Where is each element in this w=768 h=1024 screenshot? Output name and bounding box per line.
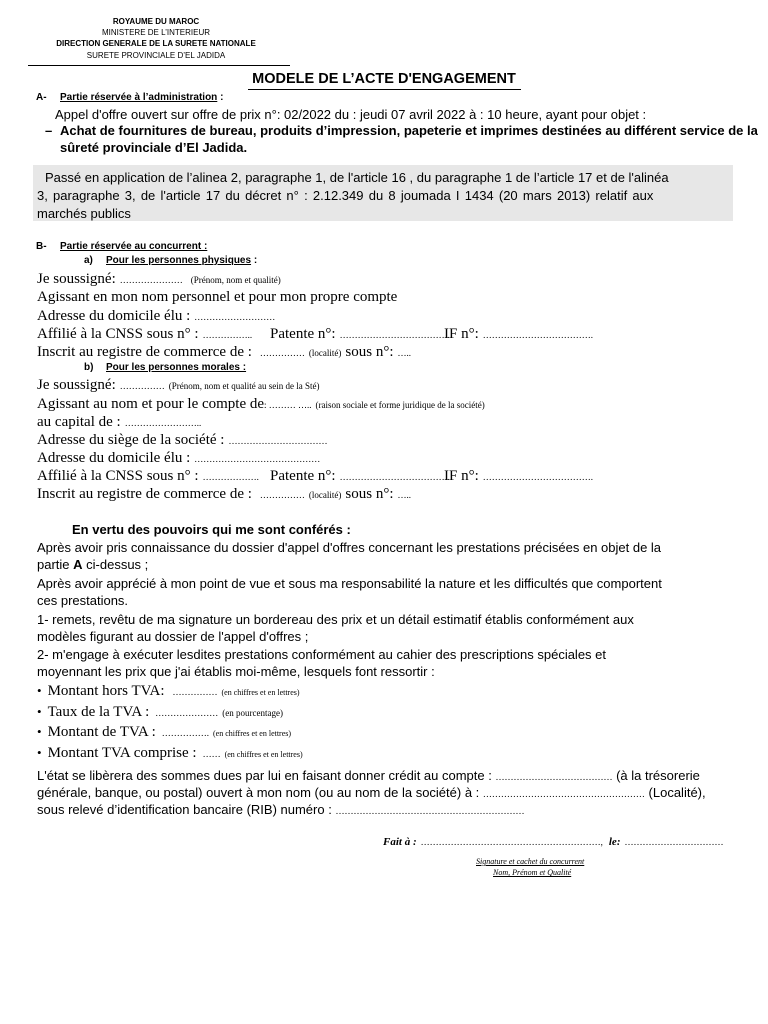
title-underline <box>248 89 521 90</box>
engagement-p3-line1: 1- remets, revêtu de ma signature un bordereau des prix et un détail estimatif établis conformément aux <box>37 612 634 627</box>
header-ministry: MINISTERE DE L’INTERIEUR <box>101 28 210 37</box>
engagement-p1-line2: partie A ci-dessus ; <box>37 557 149 572</box>
section-a-appel: Appel d'offre ouvert sur offre de prix n°: 02/2022 du : jeudi 07 avril 2022 à : 10 heure, ayant pour objet : <box>55 107 647 122</box>
engagement-p1-line1: Après avoir pris connaissance du dossier d'appel d'offres concernant les prestations précisées en objet de la <box>37 540 662 555</box>
physiques-cnss-row: Affilié à la CNSS sous n° : …………….. <box>37 326 253 342</box>
morales-agissant-row: Agissant au nom et pour le compte de: ……… ….. (raison sociale et forme juridique de la société) <box>37 396 485 412</box>
bank-line1: L'état se libèrera des sommes dues par lui en faisant donner crédit au compte : ………………………………… (à la trésorerie <box>37 768 700 783</box>
morales-cnss-row: Affilié à la CNSS sous n° : ………………. <box>37 468 259 484</box>
morales-heading: Pour les personnes morales : <box>106 362 247 373</box>
application-line1: Passé en application de l’alinea 2, paragraphe 1, de l'article 16 , du paragraphe 1 de l’article 17 et de l'alinéa <box>45 170 669 185</box>
physiques-adresse-row: Adresse du domicile élu : ……………………… <box>37 308 276 324</box>
fait-row: Fait à : ……………………………………………………, le: …………………………… <box>383 836 724 848</box>
physiques-marker: a) <box>84 255 93 266</box>
bank-line2: générale, banque, ou postal) ouvert à mon nom (ou au nom de la société) à : ……………………………………………… (Localité), <box>37 785 706 800</box>
header-direction: DIRECTION GENERALE DE LA SURETE NATIONALE <box>56 39 256 48</box>
amount-item: • Montant TVA comprise : …… (en chiffres et en lettres) <box>37 745 303 761</box>
morales-siege-row: Adresse du siège de la société : …………………………… <box>37 432 328 448</box>
document-title: MODELE DE L’ACTE D'ENGAGEMENT <box>252 71 516 87</box>
amount-item: • Montant hors TVA: …………… (en chiffres et en lettres) <box>37 683 300 699</box>
morales-capital-row: au capital de : …………………….. <box>37 414 202 430</box>
amount-item: • Montant de TVA : ……………. (en chiffres et en lettres) <box>37 724 292 740</box>
engagement-p4-line1: 2- m'engage à exécuter lesdites prestations conformément au cahier des prescriptions spéciales et <box>37 647 607 662</box>
section-b-marker: B- <box>36 241 47 252</box>
engagement-p2-line1: Après avoir apprécié à mon point de vue et sous ma responsabilité la nature et les difficultés que comportent <box>37 576 662 591</box>
engagement-p2-line2: ces prestations. <box>37 593 129 608</box>
section-a-heading: Partie réservée à l’administration : <box>60 92 224 103</box>
morales-marker: b) <box>84 362 94 373</box>
morales-if-row: IF n°: ………………………………. <box>444 468 594 484</box>
morales-soussigne-row: Je soussigné: …………… (Prénom, nom et qualité au sein de la Sté) <box>37 377 320 393</box>
signature-name-caption: Nom, Prénom et Qualité <box>493 868 572 877</box>
header-provincial: SURETE PROVINCIALE D’EL JADIDA <box>86 51 226 60</box>
bank-line3: sous relevé d’identification bancaire (RIB) numéro : ……………………………………………………… <box>37 802 525 817</box>
physiques-patente-row: Patente n°: ………………………………. <box>270 326 450 342</box>
physiques-agissant: Agissant en mon nom personnel et pour mon propre compte <box>37 289 398 305</box>
physiques-if-row: IF n°: ………………………………. <box>444 326 594 342</box>
engagement-p4-line2: moyennant les prix que j'ai établis moi-même, lesquels font ressortir : <box>37 664 435 679</box>
signature-caption: Signature et cachet du concurrent <box>476 857 585 866</box>
physiques-soussigne-row: Je soussigné: ………………… (Prénom, nom et qualité) <box>37 271 281 287</box>
section-a-objet-line2: sûreté provinciale d’El Jadida. <box>60 140 248 155</box>
application-line2: 3, paragraphe 3, de l'article 17 du décret n° : 2.12.349 du 8 joumada I 1434 (20 mars 2013) relatif aux <box>37 188 654 203</box>
header-kingdom: ROYAUME DU MAROC <box>112 17 200 26</box>
section-a-marker: A- <box>36 92 47 103</box>
application-line3: marchés publics <box>37 206 131 221</box>
morales-domicile-row: Adresse du domicile élu : …………………………………… <box>37 450 321 466</box>
header-divider <box>28 65 290 66</box>
physiques-registre-row: Inscrit au registre de commerce de : …………… (localité) sous n°: ….. <box>37 344 411 360</box>
amount-item: • Taux de la TVA : ………………… (en pourcentage) <box>37 704 283 720</box>
morales-patente-row: Patente n°: ………………………………. <box>270 468 450 484</box>
morales-registre-row: Inscrit au registre de commerce de : …………… (localité) sous n°: ….. <box>37 486 411 502</box>
engagement-p3-line2: modèles figurant au dossier de l'appel d'offres ; <box>37 629 309 644</box>
section-a-dash: – <box>45 123 53 138</box>
section-b-heading: Partie réservée au concurrent : <box>60 241 208 252</box>
physiques-heading: Pour les personnes physiques : <box>106 255 258 266</box>
engagement-intro: En vertu des pouvoirs qui me sont conférés : <box>72 522 351 537</box>
section-a-objet-line1: Achat de fournitures de bureau, produits d’impression, papeterie et imprimes destinées au différent service de la <box>60 123 758 138</box>
